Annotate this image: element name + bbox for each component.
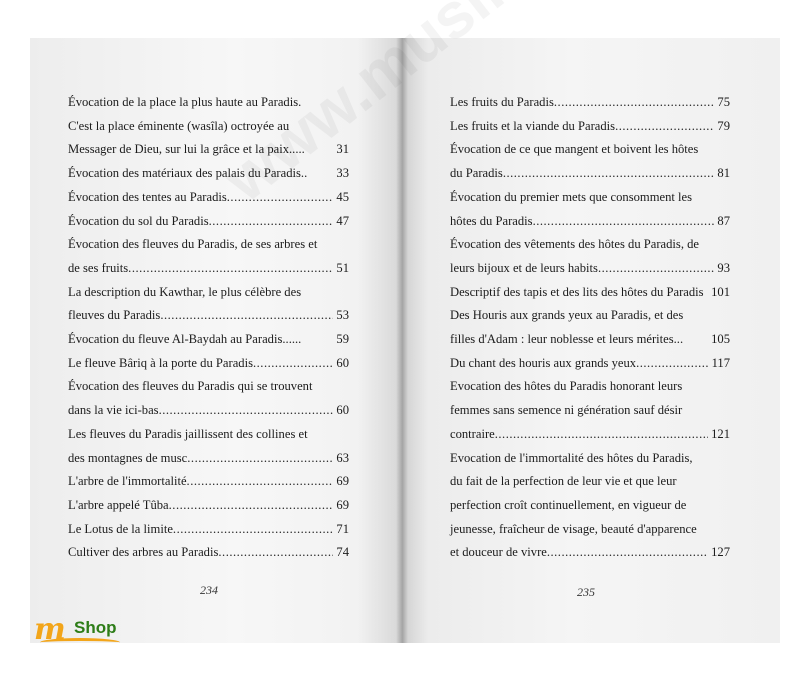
- toc-entry: [450, 94, 730, 110]
- toc-entry-title: du Paradis: [450, 166, 503, 181]
- toc-entry: [450, 378, 730, 394]
- dot-leader: [187, 450, 333, 466]
- toc-entry-title: jeunesse, fraîcheur de visage, beauté d'apparence: [450, 521, 697, 536]
- toc-entry-title: C'est la place éminente (wasîla) octroyée au: [68, 118, 290, 133]
- dot-leader: [503, 165, 715, 181]
- toc-entry-title: Les fleuves du Paradis jaillissent des collines et: [68, 426, 308, 441]
- toc-entry-page: 121: [711, 426, 730, 441]
- toc-entry-title: Évocation du fleuve Al-Baydah au Paradis: [68, 332, 283, 346]
- toc-entry-title: fleuves du Paradis: [68, 308, 161, 323]
- toc-entry-page: 59: [336, 332, 349, 346]
- toc-entry-page: 93: [717, 260, 730, 275]
- toc-entry: [450, 426, 730, 442]
- dot-leader: [128, 260, 333, 276]
- toc-entry-page: 63: [336, 450, 349, 465]
- dot-leader: [253, 355, 333, 371]
- dot-leader: [495, 426, 708, 442]
- page-number-right: 235: [577, 585, 595, 599]
- toc-entry: [450, 284, 730, 300]
- dot-leader: [615, 118, 714, 134]
- toc-entry-page: 60: [336, 355, 349, 370]
- toc-entry-page: 69: [336, 474, 349, 489]
- toc-entry-title: Évocation du premier mets que consomment les: [450, 189, 693, 204]
- toc-entry-title: Evocation de l'immortalité des hôtes du Paradis,: [450, 450, 693, 465]
- toc-entry: [450, 213, 730, 229]
- toc-entry: [68, 426, 349, 442]
- toc-entry-title: Évocation des fleuves du Paradis, de ses arbres et: [68, 237, 318, 252]
- toc-entry: [68, 402, 349, 418]
- toc-entry: [68, 378, 349, 394]
- dot-leader: [159, 402, 334, 418]
- toc-entry: [68, 544, 349, 560]
- dot-leader: ...: [673, 332, 684, 346]
- dot-leader: [598, 260, 714, 276]
- dot-leader: [173, 521, 333, 537]
- toc-entry-page: 101: [711, 284, 730, 299]
- toc-entry: [450, 165, 730, 181]
- toc-entry-title: Les fruits du Paradis: [450, 95, 554, 109]
- toc-entry: [450, 544, 730, 560]
- toc-entry-title: Les fruits et la viande du Paradis: [450, 118, 616, 133]
- toc-entry-title: Évocation du sol du Paradis: [68, 213, 209, 228]
- toc-entry: [450, 355, 730, 371]
- toc-entry-title: dans la vie ici-bas: [68, 403, 159, 418]
- toc-entry: [68, 450, 349, 466]
- toc-entry: [450, 189, 730, 205]
- toc-entry: [450, 497, 730, 513]
- logo-mark: m: [34, 612, 66, 647]
- toc-entry: [450, 402, 730, 418]
- toc-entry-page: 45: [336, 189, 349, 204]
- dot-leader: [218, 544, 333, 560]
- toc-entry-page: 87: [717, 213, 730, 228]
- toc-entry: [68, 213, 349, 229]
- dot-leader: [169, 497, 334, 513]
- toc-entry: [68, 473, 349, 489]
- toc-entry-page: 81: [717, 166, 730, 181]
- dot-leader: [533, 213, 715, 229]
- logo-swoosh: [40, 638, 120, 647]
- toc-entry-title: femmes sans semence ni génération sauf désir: [450, 403, 683, 418]
- toc-entry-title: Cultiver des arbres au Paradis: [68, 545, 219, 560]
- muslimshop-logo: [34, 612, 164, 646]
- logo-word: Shop: [74, 618, 117, 637]
- toc-entry-title: Évocation des tentes au Paradis: [68, 189, 227, 204]
- toc-entry-title: Le fleuve Bâriq à la porte du Paradis: [68, 355, 253, 370]
- toc-entry-page: 117: [711, 355, 730, 370]
- toc-entry: [68, 521, 349, 537]
- toc-entry-page: 33: [336, 166, 349, 181]
- toc-entry-title: Évocation des vêtements des hôtes du Paradis, de: [450, 237, 700, 252]
- toc-entry: [450, 141, 730, 157]
- toc-entry: [68, 307, 349, 323]
- toc-entry-title: du fait de la perfection de leur vie et que leur: [450, 474, 677, 489]
- dot-leader: [187, 473, 334, 489]
- toc-entry-title: Le Lotus de la limite: [68, 521, 173, 536]
- toc-entry-title: de ses fruits: [68, 260, 129, 275]
- toc-entry-page: 69: [336, 497, 349, 512]
- toc-entry-page: 60: [336, 403, 349, 418]
- toc-entry: [68, 189, 349, 205]
- toc-entry: [68, 497, 349, 513]
- dot-leader: [547, 544, 708, 560]
- page-number-left: 234: [200, 583, 218, 597]
- toc-entry-page: 79: [717, 118, 730, 133]
- toc-entry-title: contraire: [450, 426, 495, 441]
- open-book: [30, 38, 780, 643]
- toc-entry-page: 75: [717, 95, 730, 109]
- toc-entry-title: Des Houris aux grands yeux au Paradis, et des: [450, 308, 684, 323]
- toc-entry-title: Évocation de la place la plus haute au Paradis.: [68, 95, 302, 109]
- right-page: [402, 38, 780, 643]
- toc-entry: [68, 236, 349, 252]
- toc-entry-title: et douceur de vivre: [450, 545, 547, 560]
- toc-entry-title: Évocation de ce que mangent et boivent les hôtes: [450, 142, 699, 157]
- dot-leader: [554, 94, 715, 110]
- dot-leader: ..: [300, 166, 308, 181]
- toc-entry-page: 105: [711, 332, 730, 346]
- toc-entry-page: 47: [336, 213, 349, 228]
- toc-entry-title: Évocation des matériaux des palais du Paradis: [68, 166, 301, 181]
- toc-entry-title: hôtes du Paradis: [450, 213, 533, 228]
- toc-entry-page: 127: [711, 545, 730, 560]
- toc-entry-title: La description du Kawthar, le plus célèbre des: [68, 284, 302, 299]
- toc-entry-title: filles d'Adam : leur noblesse et leurs mérites: [450, 332, 674, 346]
- toc-entry: [68, 260, 349, 276]
- toc-entry-page: 71: [336, 521, 349, 536]
- dot-leader: .....: [289, 142, 305, 157]
- toc-entry-page: 31: [336, 142, 349, 157]
- toc-entry-title: leurs bijoux et de leurs habits: [450, 260, 598, 275]
- toc-entry-title: Evocation des hôtes du Paradis honorant leurs: [450, 379, 683, 394]
- dot-leader: [160, 307, 333, 323]
- toc-entry-title: Évocation des fleuves du Paradis qui se trouvent: [68, 379, 313, 394]
- toc-entry: [450, 236, 730, 252]
- book-spine: [396, 38, 408, 643]
- toc-entry-title: L'arbre de l'immortalité: [68, 474, 187, 489]
- toc-entry-title: Du chant des houris aux grands yeux: [450, 355, 637, 370]
- toc-entry-title: L'arbre appelé Tûba: [68, 497, 169, 512]
- toc-entry-page: 53: [336, 308, 349, 323]
- toc-entry: [450, 118, 730, 134]
- toc-entry: [450, 307, 730, 323]
- toc-entry: [450, 331, 730, 347]
- toc-entry: [68, 355, 349, 371]
- toc-entry-title: Messager de Dieu, sur lui la grâce et la paix: [68, 142, 290, 157]
- toc-entry: [450, 450, 730, 466]
- toc-entry: [450, 473, 730, 489]
- toc-entry-title: perfection croît continuellement, en vigueur de: [450, 497, 687, 512]
- toc-entry-title: des montagnes de musc: [68, 450, 188, 465]
- toc-entry: [68, 284, 349, 300]
- toc-entry-page: 74: [336, 545, 349, 560]
- toc-entry-page: 51: [336, 260, 349, 275]
- toc-entry-title: Descriptif des tapis et des lits des hôtes du Paradis: [450, 284, 704, 299]
- dot-leader: ......: [282, 332, 302, 346]
- dot-leader: [636, 355, 708, 371]
- toc-entry: [68, 331, 349, 347]
- toc-entry: [450, 260, 730, 276]
- dot-leader: [209, 213, 334, 229]
- toc-entry: [450, 521, 730, 537]
